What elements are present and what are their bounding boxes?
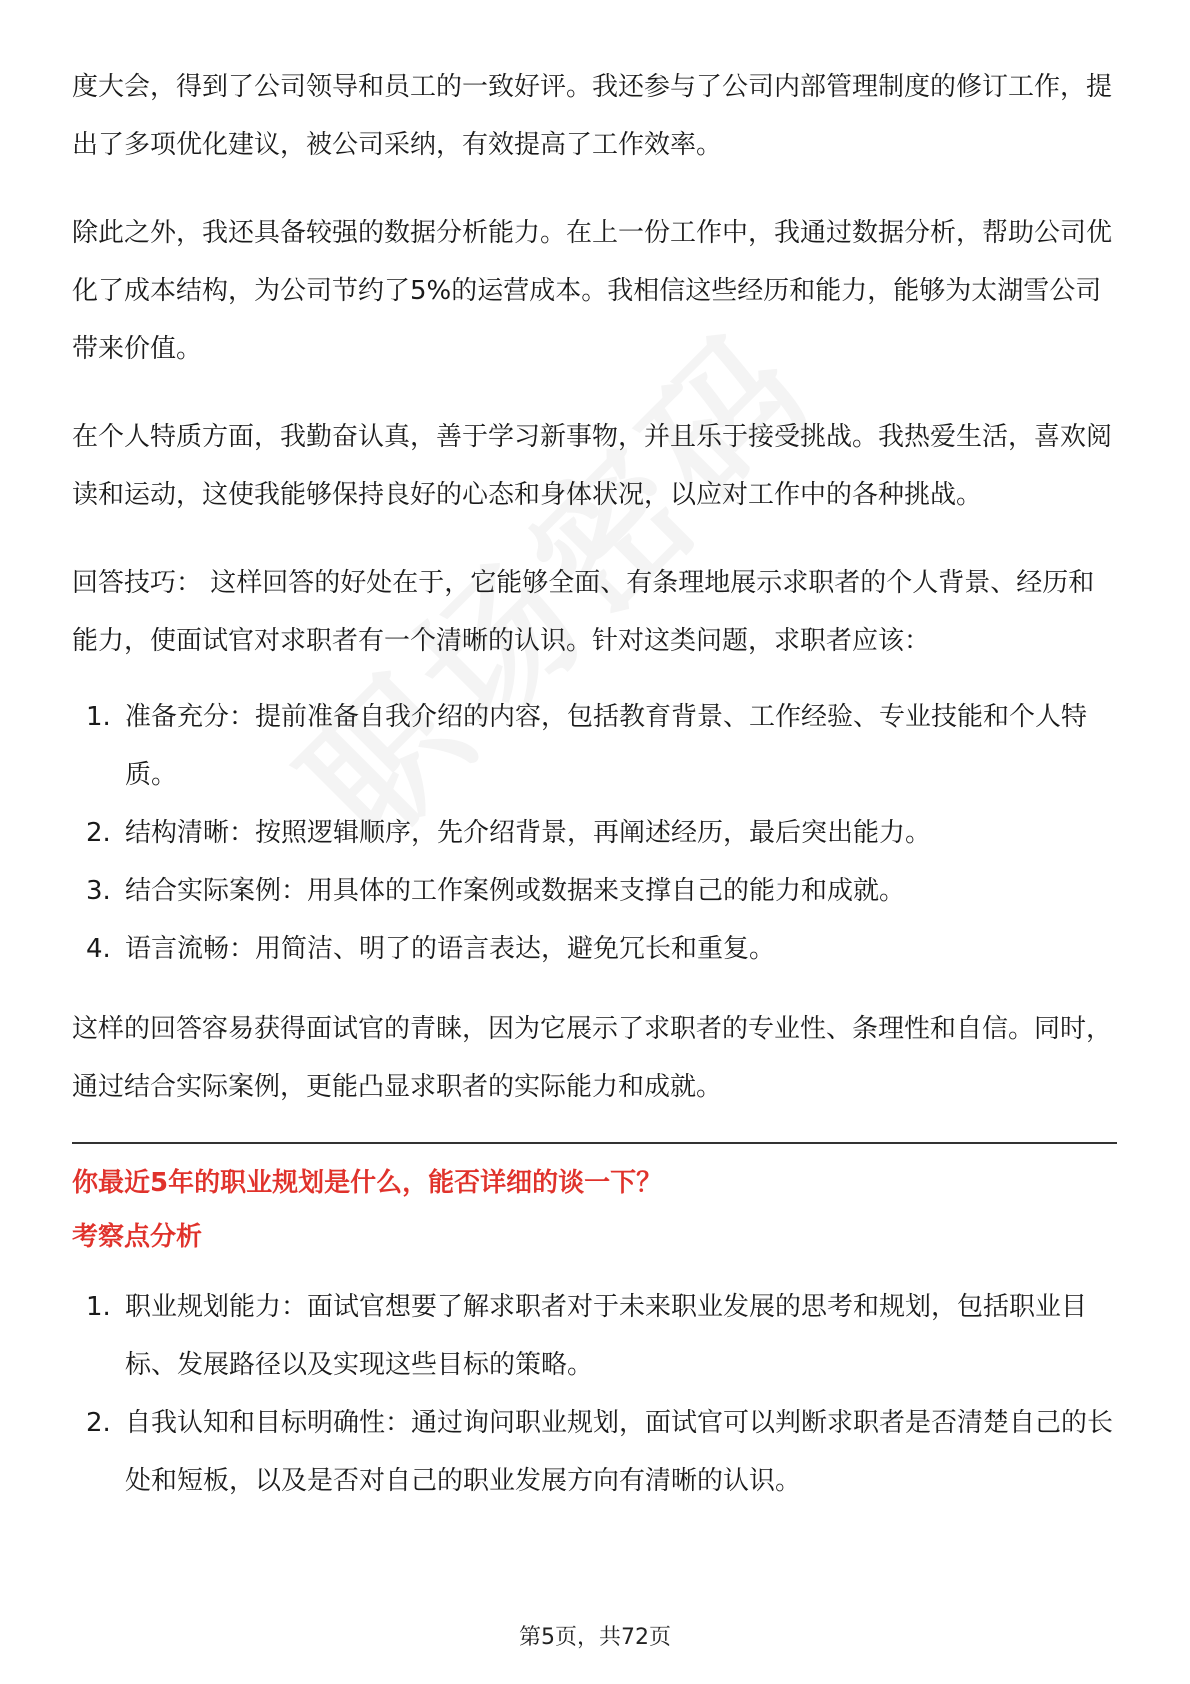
list-text: 结构清晰：按照逻辑顺序，先介绍背景，再阐述经历，最后突出能力。 xyxy=(125,818,932,848)
list-number: 1. xyxy=(86,1292,111,1322)
analysis-points-list xyxy=(72,1278,1117,1510)
list-item xyxy=(72,688,1117,804)
list-text: 自我认知和目标明确性：通过询问职业规划，面试官可以判断求职者是否清楚自己的长处和短板，以及是否对自己的职业发展方向有清晰的认识。 xyxy=(125,1408,1114,1496)
paragraph-answer-tips: 回答技巧： 这样回答的好处在于，它能够全面、有条理地展示求职者的个人背景、经历和能力，使面试官对求职者有一个清晰的认识。针对这类问题，求职者应该： xyxy=(72,568,1095,656)
list-number: 1. xyxy=(86,702,111,732)
section-divider xyxy=(72,1142,1117,1144)
list-number: 3. xyxy=(86,876,111,906)
list-item xyxy=(72,1394,1117,1510)
paragraph-personal-traits: 在个人特质方面，我勤奋认真，善于学习新事物，并且乐于接受挑战。我热爱生活，喜欢阅读和运动，这使我能够保持良好的心态和身体状况，以应对工作中的各种挑战。 xyxy=(72,422,1113,510)
list-text: 结合实际案例：用具体的工作案例或数据来支撑自己的能力和成就。 xyxy=(125,876,906,906)
list-number: 2. xyxy=(86,818,111,848)
list-text: 语言流畅：用简洁、明了的语言表达，避免冗长和重复。 xyxy=(125,934,776,964)
page-content xyxy=(72,58,1117,1510)
paragraph-closing: 这样的回答容易获得面试官的青睐，因为它展示了求职者的专业性、条理性和自信。同时，通过结合实际案例，更能凸显求职者的实际能力和成就。 xyxy=(72,1014,1113,1102)
paragraph-achievements: 度大会，得到了公司领导和员工的一致好评。我还参与了公司内部管理制度的修订工作，提出了多项优化建议，被公司采纳，有效提高了工作效率。 xyxy=(72,72,1113,160)
analysis-subtitle: 考察点分析 xyxy=(72,1222,203,1252)
page-footer: 第5页，共72页 xyxy=(519,1625,671,1650)
paragraph-data-analysis: 除此之外，我还具备较强的数据分析能力。在上一份工作中，我通过数据分析，帮助公司优化了成本结构，为公司节约了5%的运营成本。我相信这些经历和能力，能够为太湖雪公司带来价值。 xyxy=(72,218,1113,364)
question-title: 你最近5年的职业规划是什么，能否详细的谈一下？ xyxy=(72,1168,663,1198)
list-item xyxy=(72,920,1117,978)
list-item xyxy=(72,1278,1117,1394)
list-number: 2. xyxy=(86,1408,111,1438)
list-number: 4. xyxy=(86,934,111,964)
list-text: 职业规划能力：面试官想要了解求职者对于未来职业发展的思考和规划，包括职业目标、发展路径以及实现这些目标的策略。 xyxy=(125,1292,1088,1380)
list-text: 准备充分：提前准备自我介绍的内容，包括教育背景、工作经验、专业技能和个人特质。 xyxy=(125,702,1088,790)
list-item xyxy=(72,804,1117,862)
tips-list xyxy=(72,688,1117,978)
list-item xyxy=(72,862,1117,920)
